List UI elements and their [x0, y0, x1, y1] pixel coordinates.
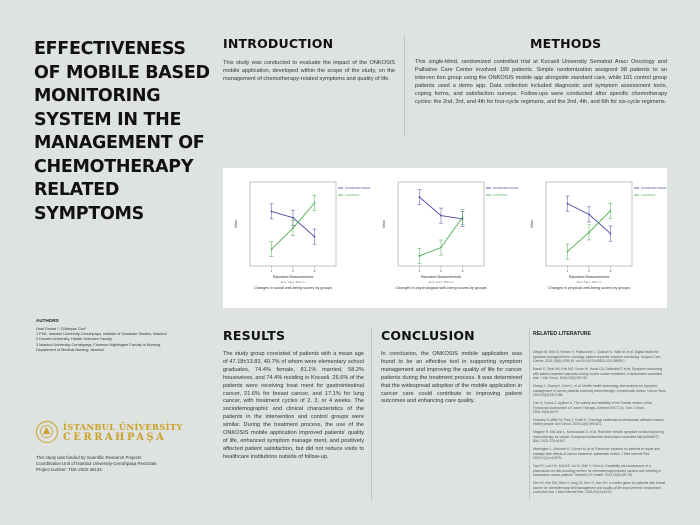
plot-frame [546, 182, 632, 266]
reference-item: Kearney N, Miller M, Paul J, Smith K. Oncology healthcare professionals' attitudes toward elderly people. Ann Oncol. 2000;11(5):599-601. [533, 417, 664, 427]
data-point [440, 247, 442, 249]
legend-label: CONTROL [345, 193, 360, 198]
data-point [462, 216, 464, 218]
legend-label: CONTROL [493, 193, 508, 198]
x-tick-label: 3 [313, 269, 316, 273]
y-axis-label: Mean [530, 220, 534, 228]
author-affiliation: 1 PhD, İstanbul University-Cerrahpaşa, Institute of Graduate Studies, İstanbul [36, 332, 167, 337]
funding-line: Coordination Unit of İstanbul University-Cerrahpaşa Rectorate [36, 461, 157, 466]
x-tick-label: 1 [566, 269, 569, 273]
column-divider [404, 36, 405, 136]
reference-item: Warrington L, Absolom K, Conner M, et al. Electronic systems for patients to report and manage side effects of cancer treatment: systematic review. J Med Internet Res. 2019;21(1):e10875. [533, 447, 660, 461]
introduction-text: This study was conducted to evaluate the impact of the ONKOSIS mobile application, developed within the scope of the study, on the management of chemotherapy-related symptoms and quality of life. [223, 60, 395, 82]
x-axis-label: Repeated Measurements [272, 275, 314, 279]
reference-item: Can G, Durna Z, Aydiner A. The validity and reliability of the Turkish version of the Functional Assessment of Cancer Therapy–General (FACT-G). Turk J Oncol. 2004;19(3):89-97. [533, 400, 652, 415]
data-point [419, 196, 421, 198]
x-axis-label: Repeated Measurements [568, 275, 610, 279]
introduction-heading: INTRODUCTION [223, 36, 334, 51]
chart-title: Changes in psychological well-being scores by groups [395, 286, 487, 290]
chart-title: Changes in social well-being scores by groups [253, 286, 333, 290]
university-seal-icon [36, 421, 58, 443]
x-tick-label: 2 [292, 269, 294, 273]
conclusion-text: In conclusion, the ONKOSIS mobile application was found to be an effective tool in supporting symptom management and improving the quality of life for cancer patients during the treatment process. It was determined that the widespread adoption of the mobile application in cancer care could contribute to improving patient outcomes and enhancing care quality. [381, 351, 522, 405]
author-names: Ünal Onural ¹, Gülbeyaz Can² [36, 327, 87, 331]
data-point [271, 248, 273, 250]
x-tick-label: 3 [461, 269, 464, 273]
legend-label: CONTROL [641, 193, 656, 198]
author-affiliation: Department of Medical Nursing, İstanbul [36, 347, 104, 352]
author-affiliation: 3 İstanbul University-Cerrahpaşa, Florence Nightingale Faculty of Nursing, [36, 342, 161, 347]
funding-section [36, 455, 216, 473]
methods-heading: METHODS [530, 36, 602, 51]
data-point [567, 203, 569, 205]
logo-line1: İSTANBUL ÜNİVERSİTY [63, 422, 183, 432]
y-axis-label: Mean [382, 220, 386, 228]
data-point [567, 251, 569, 253]
funding-line: This study was funded by Scientific Research Projects [36, 455, 142, 460]
data-point [588, 214, 590, 216]
results-figure [223, 168, 667, 308]
literature-heading: RELATED LITERATURE [533, 331, 592, 337]
charts-svg [223, 168, 667, 308]
results-text: The study group consisted of patients with a mean age of 47.18±13.83, 40.7% of whom were elementary school graduates, 74.4% female, 81.1% married, 58.2% housewives, and 74.4% residing in Kocaeli. 26.6% of the patients were receiving treat ment for gastrointestinal cancer, 21.6% for breast cancer, and 17.1% for lung cancer, with treatment cycles of 2, 3, or 4 weeks. The sociodemographic and clinical characteristics of the patients in the intervention and control groups were similar. During the treatment process, the use of the ONKOSIS mobile application improved patients' quality of life, enhanced symptom manage ment, and positively affected patient satisfaction, but did not reduce visits to healthcare institutions outside of follow-up. [223, 351, 364, 460]
university-logo [36, 420, 216, 446]
reference-item: Allegra M, Brixi N, Ferraro V, Pasticcione L, Quaroni D, Valle M, et al. Digital health for symptom management in oncology: patient-reported outcome monitoring. Support Care Cancer. 2021;29(8):4339-49. doi:10.1007/s00520-020-05998-1. [533, 350, 661, 364]
data-point [314, 202, 316, 204]
chart-note: Error bars: 95% CI [576, 280, 602, 284]
data-point [314, 236, 316, 238]
chart-note: Error bars: 95% CI [280, 280, 306, 284]
author-affiliation: 2 Kocaeli University, Health Sciences Faculty [36, 337, 112, 342]
data-point [610, 210, 612, 212]
methods-text: This single-blind, randomized controlled trial at Kocaeli University Semahat Aracı Oncology and Palliative Care Center involved 199 patients. Simple randomization assigned 98 patients to an interven tion group using the ONKOSIS mobile app alongside standard care, while 101 control group patients used a demo app. Data collection included diagnostic and symptom assessment tools, coping forms, and satisfaction surveys. Follow-ups were conducted after specific chemotherapy cycles: the 2nd, 3rd, and 4th for four-cycle regimens, and the 2nd, 4th, and 6th for six-cycle regimens. [415, 59, 667, 105]
data-point [588, 232, 590, 234]
x-axis-label: Repeated Measurements [420, 275, 462, 279]
column-divider [529, 328, 530, 500]
logo-line2: CERRAHPAŞA [63, 432, 167, 443]
column-divider [371, 328, 372, 500]
x-tick-label: 1 [270, 269, 273, 273]
reference-item: Yap KY, Low HX, Koh KS, Un M, Shih V, Chan A. Feasibility and acceptance of a pharmacist-run tele-oncology service for chemotherapy-induced nausea and vomiting in ambulatory cancer patients. Telemed J E Health. 2013;19(5):387-95. [533, 464, 661, 478]
data-point [419, 255, 421, 257]
data-point [292, 227, 294, 229]
chart-note: Error bars: 95% CI [428, 280, 454, 284]
reference-item: Maguire R, McCann L, Kotronoulas G, et al. Real time remote symptom monitoring during chemotherapy for cancer: European multicentre randomised controlled trial (eSMART). BMJ. 2021;374:n1647. [533, 430, 664, 444]
x-tick-label: 1 [418, 269, 421, 273]
legend-label: INTERVENTIONAL [493, 186, 519, 191]
chart-title: Changes in physical well-being scores by groups [547, 286, 631, 290]
reference-item: Zhang X, Zhang H, Chen L, et al. Mobile health technology interventions for symptom management in cancer patients receiving chemotherapy: a systematic review. Cancer Nurs. 2022;45(3):E674-88. [533, 383, 667, 398]
reference-item: Basch E, Deal AM, Kris MG, Scher HI, Hudis CA, Sabbatini P, et al. Symptom monitoring with patient-reported outcomes during routine cancer treatment: a randomized controlled trial. J Clin Oncol. 2016;34(6):557-65. [533, 366, 663, 381]
authors-heading: AUTHORS [36, 318, 59, 323]
funding-line: Project number: TDK-2022-36134 [36, 467, 102, 472]
data-point [292, 217, 294, 219]
x-tick-label: 2 [440, 269, 442, 273]
legend-label: INTERVENTIONAL [641, 186, 667, 191]
legend-label: INTERVENTIONAL [345, 186, 371, 191]
poster-title: EFFECTIVENESS OF MOBILE BASED MONITORING SYSTEM IN THE MANAGEMENT OF CHEMOTHERAPY RELATED SYMPTOMS [34, 39, 210, 224]
conclusion-heading: CONCLUSION [381, 328, 475, 343]
y-axis-label: Mean [234, 220, 238, 228]
data-point [440, 215, 442, 217]
data-point [610, 233, 612, 235]
x-tick-label: 3 [609, 269, 612, 273]
data-point [271, 211, 273, 213]
authors-section [36, 318, 211, 353]
reference-item: Kim HJ, Kim SM, Shin H, Jang JS, Kim YI, Han DH. A mobile game for patients with breast cancer for chemotherapy self-management and quality-of-life improvement: randomized controlled trial. J Med Internet Res. 2018;20(10):e273. [533, 481, 666, 495]
x-tick-label: 2 [588, 269, 590, 273]
results-heading: RESULTS [223, 328, 286, 343]
literature-list [533, 350, 667, 498]
